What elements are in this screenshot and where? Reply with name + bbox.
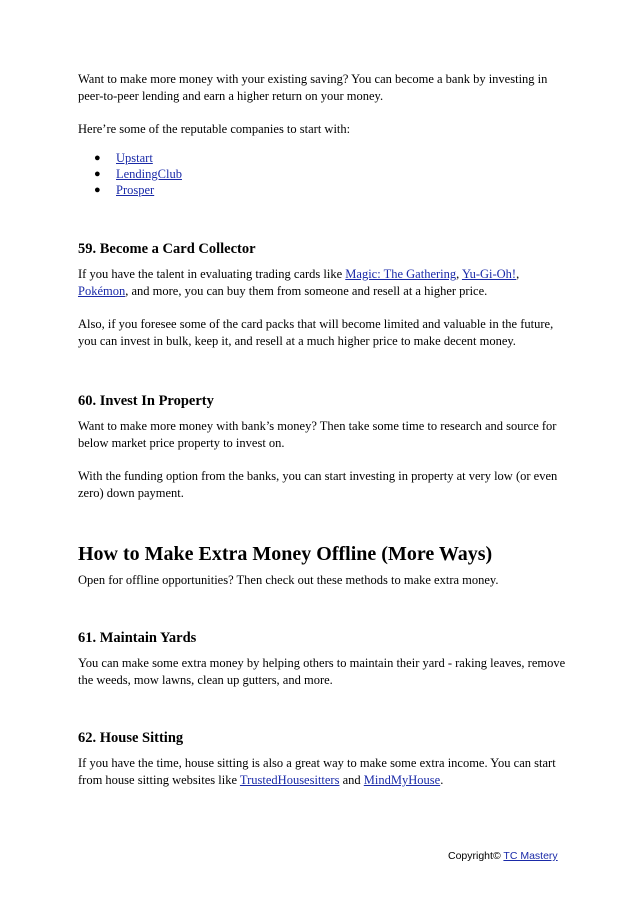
section-61-heading: 61. Maintain Yards bbox=[78, 630, 197, 646]
section-60-paragraph-2: With the funding option from the banks, you can start investing in property at very low (or even zero) down payment. bbox=[78, 469, 558, 500]
section-62-paragraph bbox=[78, 755, 568, 789]
section-60-paragraph-1: Want to make more money with bank’s money? Then take some time to research and source for below market price property to invest on. bbox=[78, 419, 557, 450]
offline-paragraph: Open for offline opportunities? Then check out these methods to make extra money. bbox=[78, 573, 499, 587]
section-59-paragraph-1 bbox=[78, 266, 568, 300]
lendingclub-link[interactable]: LendingClub bbox=[116, 167, 182, 181]
mindmyhouse-link[interactable]: MindMyHouse bbox=[363, 773, 441, 787]
list-intro: Here’re some of the reputable companies to start with: bbox=[78, 122, 351, 136]
bullet-icon: ● bbox=[94, 152, 101, 164]
bullet-icon: ● bbox=[94, 184, 101, 196]
list-item bbox=[78, 182, 568, 198]
document-page bbox=[78, 71, 568, 789]
text-span: , and more, you can buy them from someone and resell at a higher price. bbox=[125, 284, 488, 298]
list-item bbox=[78, 150, 568, 166]
page-footer bbox=[448, 850, 558, 863]
text-span: , bbox=[456, 267, 462, 281]
section-59-heading: 59. Become a Card Collector bbox=[78, 241, 256, 257]
text-span: and bbox=[339, 773, 364, 787]
pokemon-link[interactable]: Pokémon bbox=[78, 284, 126, 298]
section-59-paragraph-2: Also, if you foresee some of the card packs that will become limited and valuable in the future, you can invest in bulk, keep it, and resell at a much higher price to make decent money. bbox=[78, 317, 554, 348]
section-62-heading: 62. House Sitting bbox=[78, 730, 184, 746]
trusted-housesitters-link[interactable]: TrustedHousesitters bbox=[239, 773, 340, 787]
list-item bbox=[78, 166, 568, 182]
company-list bbox=[78, 150, 568, 198]
offline-heading: How to Make Extra Money Offline (More Ways) bbox=[78, 543, 493, 565]
section-60-heading: 60. Invest In Property bbox=[78, 393, 214, 409]
prosper-link[interactable]: Prosper bbox=[116, 183, 155, 197]
text-span: If you have the time, house sitting is also a great way to make some extra income. You can start from house sitting websites like bbox=[78, 756, 556, 787]
text-span: . bbox=[440, 773, 444, 787]
yu-gi-oh-link[interactable]: Yu-Gi-Oh! bbox=[461, 267, 517, 281]
text-span: , bbox=[516, 267, 520, 281]
intro-paragraph: Want to make more money with your existing saving? You can become a bank by investing in peer-to-peer lending and earn a higher return on your money. bbox=[78, 72, 548, 103]
upstart-link[interactable]: Upstart bbox=[116, 151, 153, 165]
tc-mastery-link[interactable]: TC Mastery bbox=[503, 850, 558, 862]
bullet-icon: ● bbox=[94, 168, 101, 180]
magic-the-gathering-link[interactable]: Magic: The Gathering bbox=[345, 267, 457, 281]
copyright-text: Copyright© bbox=[448, 850, 504, 862]
text-span: If you have the talent in evaluating trading cards like bbox=[78, 267, 346, 281]
section-61-paragraph: You can make some extra money by helping others to maintain their yard - raking leaves, remove the weeds, mow lawns, clean up gutters, and more. bbox=[78, 656, 566, 687]
